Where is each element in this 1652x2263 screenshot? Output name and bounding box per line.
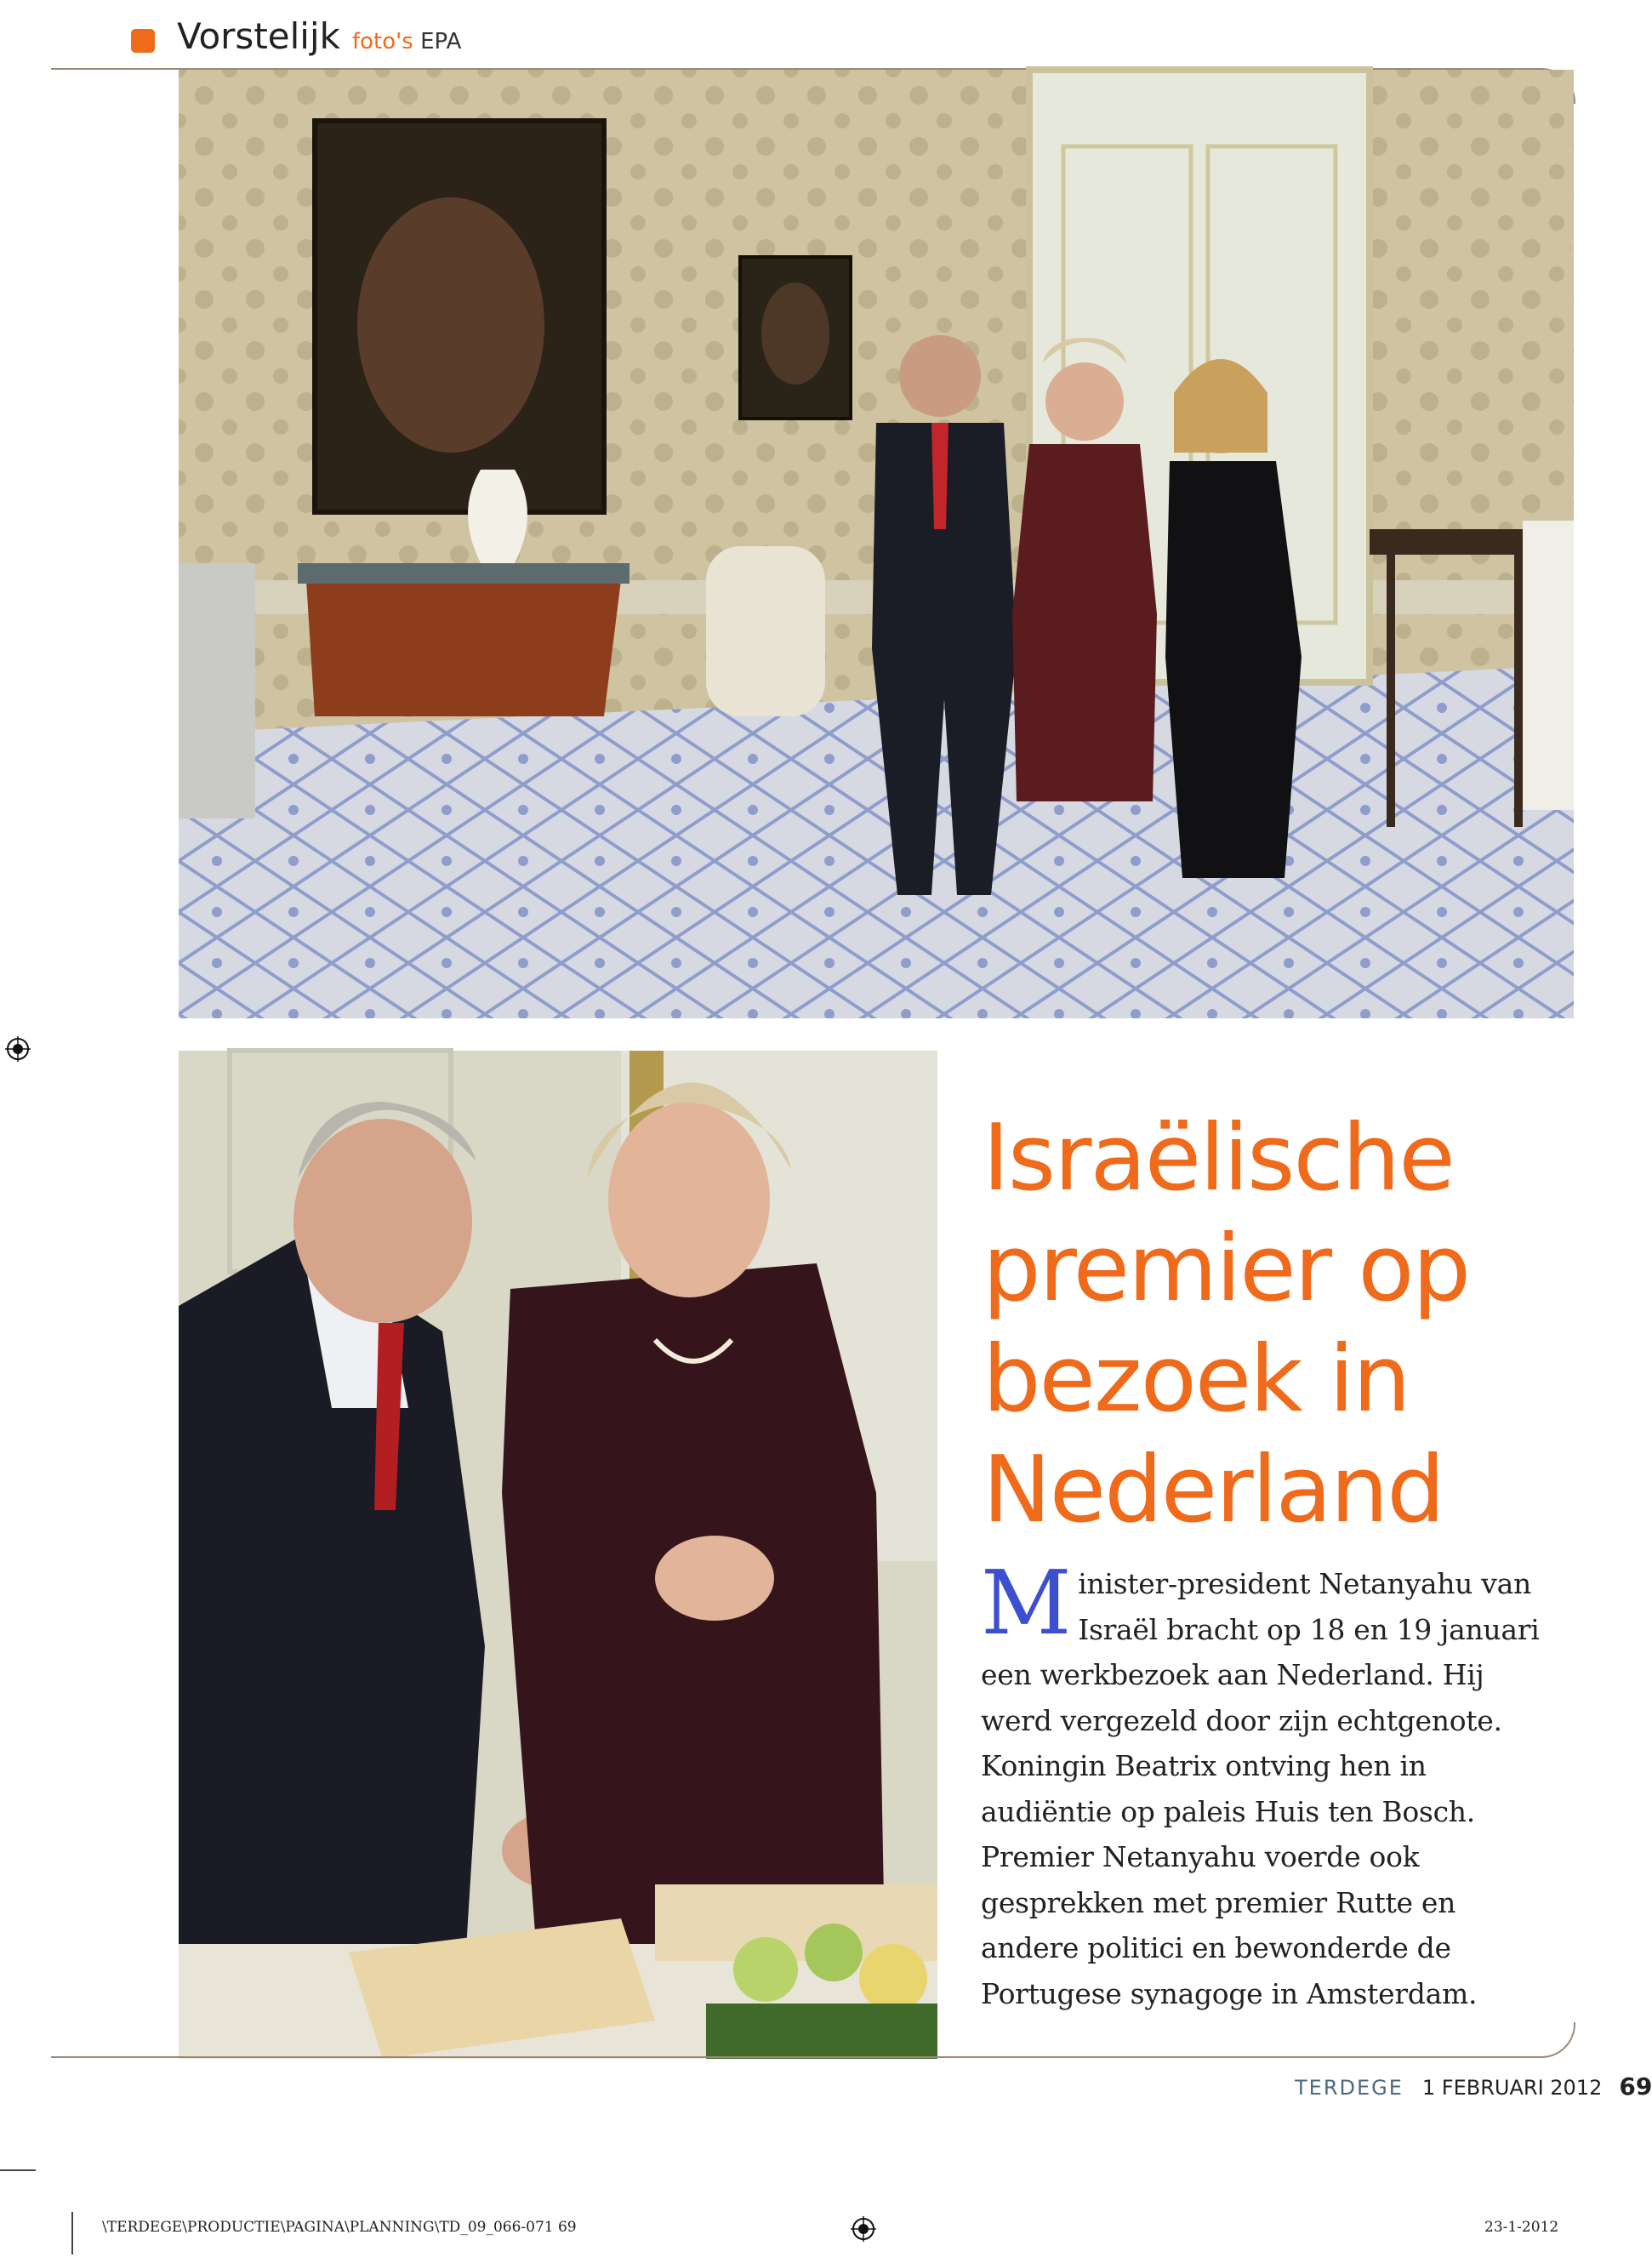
headline-line: Israëlische (983, 1105, 1454, 1212)
crop-mark (71, 2212, 73, 2254)
issue-date: 1 FEBRUARI 2012 (1421, 2076, 1603, 2100)
magazine-name: TERDEGE (1295, 2076, 1404, 2100)
article-headline (983, 1103, 1544, 1546)
registration-mark-icon (5, 1036, 31, 1062)
print-slug-path: \TERDEGE\PRODUCTIE\PAGINA\PLANNING\TD_09_066-071 69 (102, 2219, 577, 2236)
headline-line: Nederland (983, 1437, 1444, 1544)
headline-line: bezoek in (983, 1326, 1410, 1434)
photo-credit (352, 29, 461, 54)
print-slug-date: 23-1-2012 (1484, 2219, 1559, 2236)
drop-cap: M (981, 1551, 1072, 1655)
page-number: 69 (1619, 2072, 1652, 2101)
registration-mark-icon (851, 2216, 876, 2242)
article-body-text: inister-president Netanyahu van Israël bracht op 18 en 19 januari een werkbezoek aan Nederland. Hij werd vergezeld door zijn echtgenote. Koningin Beatrix ontving hen in audiëntie op paleis Huis ten Bosch. Premier Netanyahu voerde ook gesprekken met premier Rutte en andere politici en bewonderde de Portugese synagoge in Amsterdam. (981, 1567, 1540, 2010)
photo-guestbook-signing (179, 1051, 937, 2059)
photo-audience-room (179, 70, 1574, 1018)
folio (1295, 2072, 1652, 2101)
article-body (981, 1551, 1542, 2016)
crop-mark (0, 2169, 36, 2171)
bottom-rule (51, 2056, 1531, 2058)
photo-credit-prefix: foto's (352, 29, 413, 54)
headline-line: premier op (983, 1216, 1470, 1323)
section-title: Vorstelijk (177, 15, 340, 57)
photo-credit-agency: EPA (420, 29, 462, 54)
bottom-rule-curve (1523, 2022, 1575, 2058)
section-marker (131, 29, 155, 53)
